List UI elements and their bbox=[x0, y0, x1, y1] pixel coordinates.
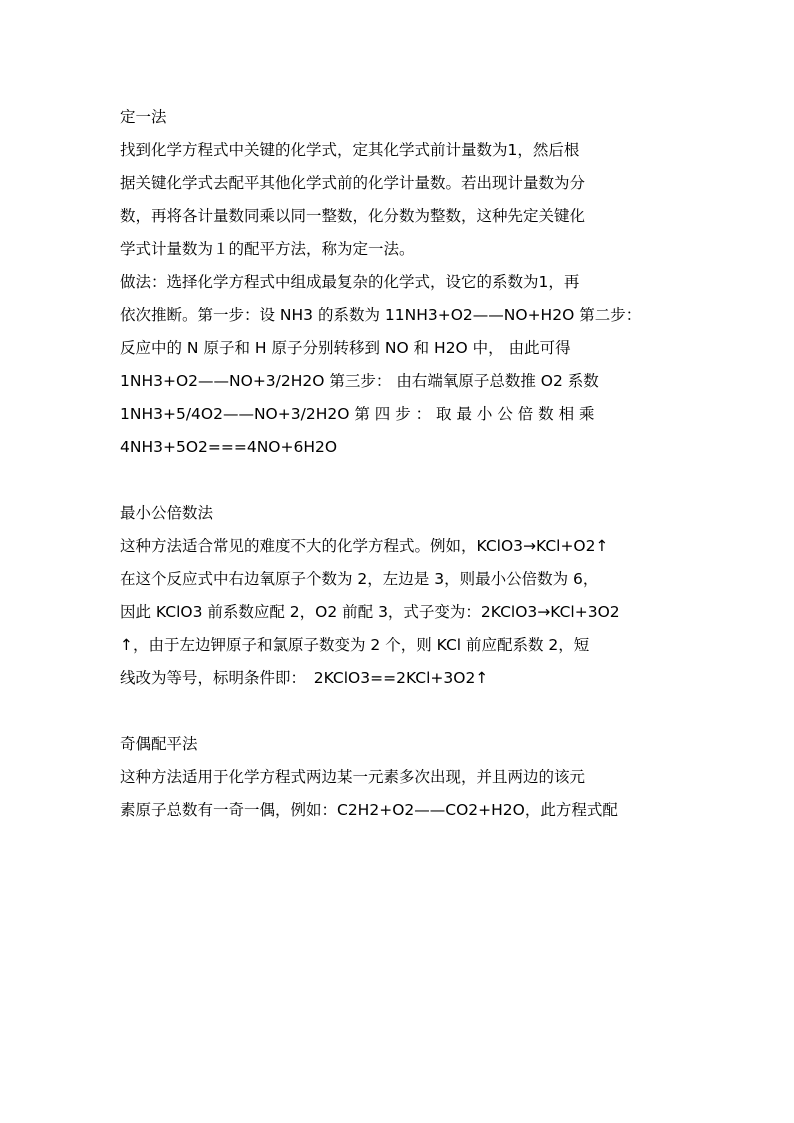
paragraph-line: 依次推断。第一步：设 NH3 的系数为 11NH3+O2——NO+H2O 第二步： bbox=[120, 306, 642, 324]
paragraph-line: 4NH3+5O2===4NO+6H2O bbox=[120, 438, 338, 456]
paragraph-line: 1NH3+O2——NO+3/2H2O 第三步： 由右端氧原子总数推 O2 系数 bbox=[120, 372, 599, 390]
paragraph-line: 学式计量数为１的配平方法，称为定一法。 bbox=[120, 240, 415, 258]
paragraph-line: 做法：选择化学方程式中组成最复杂的化学式，设它的系数为1，再 bbox=[120, 273, 580, 291]
section-heading-zuixiaogongbeishufa: 最小公倍数法 bbox=[120, 504, 214, 522]
section-spacer bbox=[120, 695, 676, 728]
paragraph-line: 因此 KClO3 前系数应配 2，O2 前配 3，式子变为：2KClO3→KCl+3O2 bbox=[120, 603, 620, 621]
paragraph-line: 找到化学方程式中关键的化学式，定其化学式前计量数为1，然后根 bbox=[120, 141, 580, 159]
paragraph-line: 据关键化学式去配平其他化学式前的化学计量数。若出现计量数为分 bbox=[120, 174, 586, 192]
paragraph-line: 数，再将各计量数同乘以同一整数，化分数为整数，这种先定关键化 bbox=[120, 207, 586, 225]
paragraph-line: ↑，由于左边钾原子和氯原子数变为 2 个，则 KCl 前应配系数 2，短 bbox=[120, 636, 590, 654]
section-heading-qioupeipingfa: 奇偶配平法 bbox=[120, 735, 198, 753]
section-spacer bbox=[120, 464, 676, 497]
paragraph-line: 这种方法适合常见的难度不大的化学方程式。例如，KClO3→KCl+O2↑ bbox=[120, 537, 609, 555]
paragraph-line: 线改为等号，标明条件即： 2KClO3==2KCl+3O2↑ bbox=[120, 669, 489, 687]
document-page bbox=[120, 101, 676, 827]
paragraph-line: 这种方法适用于化学方程式两边某一元素多次出现，并且两边的该元 bbox=[120, 768, 586, 786]
paragraph-line: 反应中的 N 原子和 H 原子分别转移到 NO 和 H2O 中， 由此可得 bbox=[120, 339, 571, 357]
paragraph-line: 素原子总数有一奇一偶，例如：C2H2+O2——CO2+H2O，此方程式配 bbox=[120, 801, 618, 819]
paragraph-line: 1NH3+5/4O2——NO+3/2H2O 第 四 步 ： 取 最 小 公 倍 数 相 乘 bbox=[120, 405, 595, 423]
section-heading-dingyifa: 定一法 bbox=[120, 108, 167, 126]
paragraph-line: 在这个反应式中右边氧原子个数为 2，左边是 3，则最小公倍数为 6， bbox=[120, 570, 599, 588]
